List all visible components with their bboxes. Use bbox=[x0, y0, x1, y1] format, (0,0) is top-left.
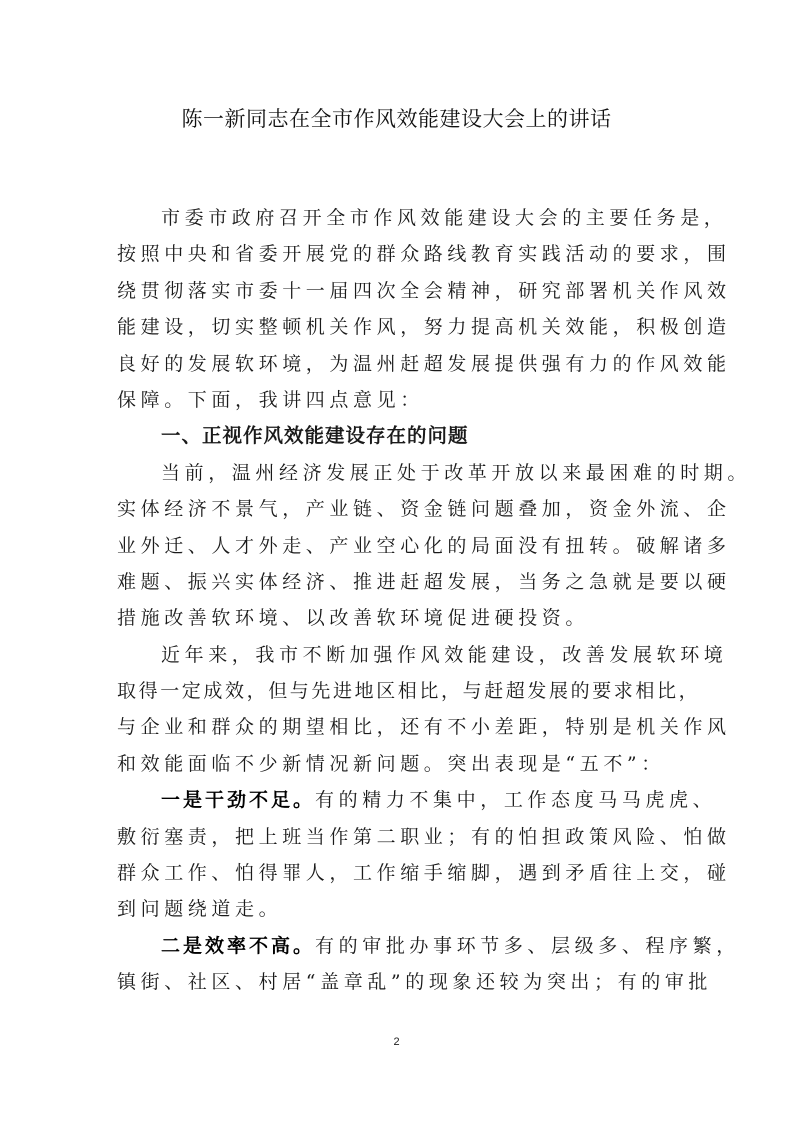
paragraph-line: 二是效率不高。有的审批办事环节多、层级多、程序繁， bbox=[161, 934, 740, 957]
paragraph-line: 市委市政府召开全市作风效能建设大会的主要任务是， bbox=[161, 207, 728, 229]
page-number: 2 bbox=[393, 1036, 400, 1048]
paragraph-line: 近年来，我市不断加强作风效能建设，改善发展软环境 bbox=[161, 643, 728, 666]
paragraph-line: 敷衍塞责，把上班当作第二职业；有的怕担政策风险、怕做 bbox=[117, 825, 731, 848]
paragraph-line: 到问题绕道走。 bbox=[117, 898, 283, 921]
paragraph-line: 良好的发展软环境，为温州赶超发展提供强有力的作风效能 bbox=[117, 352, 731, 375]
paragraph-line: 和效能面临不少新情况新问题。突出表现是“五不”： bbox=[117, 752, 665, 775]
paragraph-line: 难题、振兴实体经济、推进赶超发展，当务之急就是要以硬 bbox=[117, 570, 731, 593]
paragraph-line: 与企业和群众的期望相比，还有不小差距，特别是机关作风 bbox=[117, 716, 731, 739]
paragraph-line: 业外迁、人才外走、产业空心化的局面没有扭转。破解诸多 bbox=[117, 534, 731, 557]
paragraph-line: 保障。下面，我讲四点意见： bbox=[117, 388, 424, 411]
paragraph-line: 按照中央和省委开展党的群众路线教育实践活动的要求，围 bbox=[117, 243, 731, 266]
paragraph-line: 取得一定成效，但与先进地区相比，与赶超发展的要求相比， bbox=[117, 680, 701, 703]
paragraph-line: 措施改善软环境、以改善软环境促进硬投资。 bbox=[117, 607, 590, 630]
section-heading: 一、正视作风效能建设存在的问题 bbox=[161, 424, 469, 448]
point-lead: 二是效率不高。 bbox=[161, 934, 316, 957]
paragraph-line: 绕贯彻落实市委十一届四次全会精神，研究部署机关作风效 bbox=[117, 279, 731, 302]
paragraph-line: 群众工作、怕得罪人，工作缩手缩脚，遇到矛盾往上交，碰 bbox=[117, 862, 731, 885]
document-body bbox=[117, 200, 752, 1001]
paragraph-line: 实体经济不景气，产业链、资金链问题叠加，资金外流、企 bbox=[117, 498, 731, 521]
document-title: 陈一新同志在全市作风效能建设大会上的讲话 bbox=[181, 107, 612, 131]
paragraph-line: 一是干劲不足。有的精力不集中，工作态度马马虎虎、 bbox=[161, 789, 717, 812]
paragraph-line: 当前，温州经济发展正处于改革开放以来最困难的时期。 bbox=[161, 461, 752, 484]
point-lead: 一是干劲不足。 bbox=[161, 789, 316, 812]
paragraph-line: 镇街、社区、村居“盖章乱”的现象还较为突出；有的审批 bbox=[117, 971, 713, 994]
paragraph-line: 能建设，切实整顿机关作风，努力提高机关效能，积极创造 bbox=[117, 316, 731, 339]
